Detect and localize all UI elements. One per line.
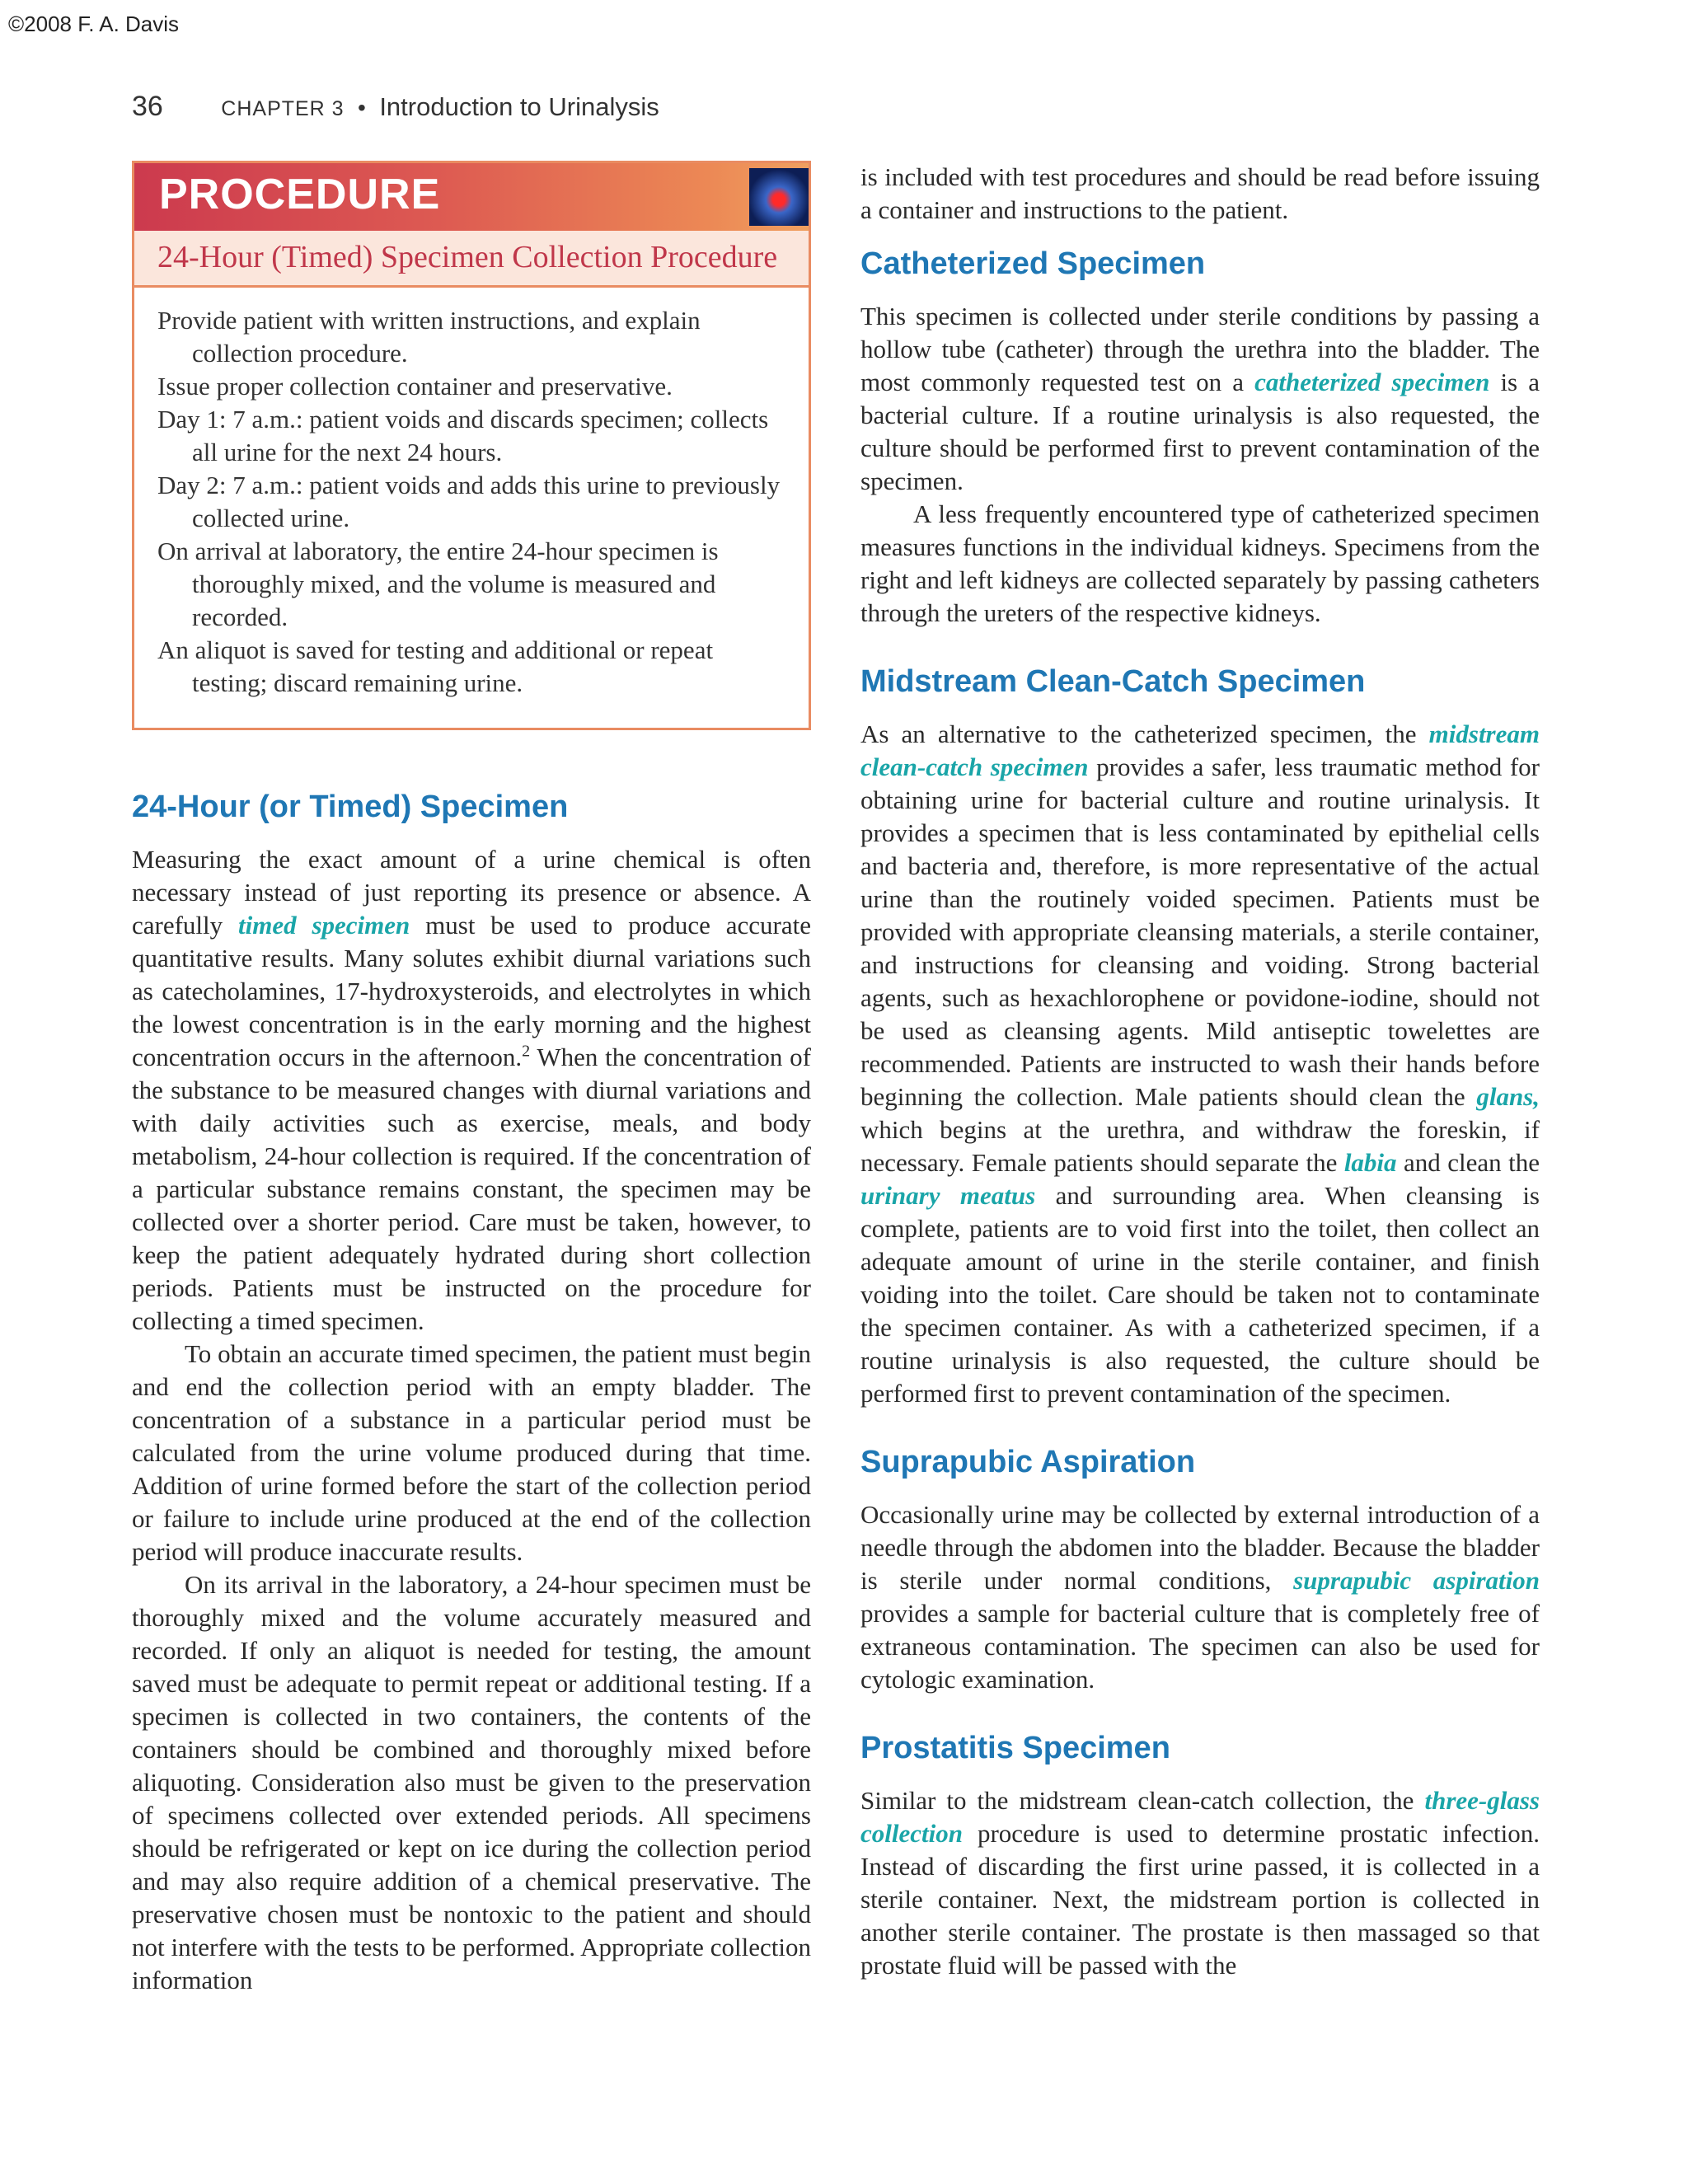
paragraph: Occasionally urine may be collected by external introduction of a needle through the abdomen into the bladder. Because the bladder is sterile under normal conditions, suprapubic aspiration provides a sample for bacterial culture that is completely free of extraneous contamination. The specimen can also be used for cytologic examination. xyxy=(860,1500,1540,1694)
procedure-step: Day 2: 7 a.m.: patient voids and adds this urine to previously collected urine. xyxy=(157,471,781,532)
header-bullet: • xyxy=(358,95,366,120)
paragraph: This specimen is collected under sterile conditions by passing a hollow tube (catheter) through the urethra into the bladder. The most commonly requested test on a catheterized specimen is a bacterial culture. If a routine urinalysis is also requested, the culture should be performed first to prevent contamination of the specimen. xyxy=(860,302,1540,495)
paragraph: Similar to the midstream clean-catch collection, the three-glass collection procedure is used to determine prostatic infection. Instead of discarding the first urine passed, it is collected in a sterile container. Next, the midstream portion is collected in another sterile container. The prostate is then massaged so that prostate fluid will be passed with the xyxy=(860,1786,1540,1980)
procedure-step: An aliquot is saved for testing and additional or repeat testing; discard remaining urine. xyxy=(157,635,714,697)
paragraph-continuation: is included with test procedures and should be read before issuing a container and instructions to the patient. xyxy=(860,162,1540,224)
keyword-labia: labia xyxy=(1343,1148,1397,1177)
keyword-timed-specimen: timed specimen xyxy=(238,911,410,940)
keyword-catheterized-specimen: catheterized specimen xyxy=(1254,368,1490,396)
paragraph: To obtain an accurate timed specimen, the patient must begin and end the collection period with an empty bladder. The concentration of a substance in a particular period must be calculated from the urine volume produced during that time. Addition of urine formed before the start of the collection period or failure to include urine produced at the end of the collection period will produce inaccurate results. xyxy=(132,1339,811,1566)
keyword-three-glass-collection: three-glass collection xyxy=(860,1786,1540,1848)
paragraph: On its arrival in the laboratory, a 24-hour specimen must be thoroughly mixed and the volume accurately measured and recorded. If only an aliquot is needed for testing, the amount saved must be adequate to permit repeat or additional testing. If a specimen is collected in two containers, the contents of the containers should be combined and thoroughly mixed before aliquoting. Consideration also must be given to the preservation of specimens collected over extended periods. All specimens should be refrigerated or kept on ice during the collection period and may also require addition of a chemical preservative. The preservative chosen must be nontoxic to the patient and should not interfere with the tests to be performed. Appropriate collection information xyxy=(132,1570,811,1994)
copyright-notice: ©2008 F. A. Davis xyxy=(8,12,180,36)
keyword-glans: glans, xyxy=(1476,1082,1540,1111)
section-heading-timed-specimen: 24-Hour (or Timed) Specimen xyxy=(132,790,569,824)
paragraph: Measuring the exact amount of a urine chemical is often necessary instead of just reporting its presence or absence. A carefully timed specimen must be used to produce accurate quantitative results. Many solutes exhibit diurnal variations such as catecholamines, 17-hydroxysteroids, and electrolytes in which the lowest concentration is in the early morning and the highest concentration occurs in the afternoon.$^2$ When the concentration of the substance to be measured changes with diurnal variations and with daily activities such as exercise, meals, and body metabolism, 24-hour collection is required. If the concentration of a particular substance remains constant, the specimen may be collected over a shorter period. Care must be taken, however, to keep the patient adequately hydrated during short collection periods. Patients must be instructed on the procedure for collecting a timed specimen. xyxy=(132,845,811,1335)
procedure-label: PROCEDURE xyxy=(159,171,441,218)
procedure-title: 24-Hour (Timed) Specimen Collection Procedure xyxy=(134,231,809,288)
procedure-step: On arrival at laboratory, the entire 24-hour specimen is thoroughly mixed, and the volume is measured and recorded. xyxy=(157,537,719,631)
paragraph: A less frequently encountered type of catheterized specimen measures functions in the individual kidneys. Specimens from the right and left kidneys are collected separately by passing catheters through the ureters of the respective kidneys. xyxy=(860,499,1540,627)
reference-marker: 2 xyxy=(522,1042,531,1061)
section-heading-suprapubic: Suprapubic Aspiration xyxy=(860,1445,1196,1479)
paragraph: As an alternative to the catheterized specimen, the midstream clean-catch specimen provides a safer, less traumatic method for obtaining urine for bacterial culture and routine urinalysis. It provides a specimen that is less contaminated by epithelial cells and bacteria and, therefore, is more representative of the actual urine than the routinely voided specimen. Patients must be provided with appropriate cleansing materials, a sterile container, and instructions for cleansing and voiding. Strong bacterial agents, such as hexachlorophene or povidone-iodine, should not be used as cleansing agents. Mild antiseptic towelettes are recommended. Patients are instructed to wash their hands before beginning the collection. Male patients should clean the glans, which begins at the urethra, and withdraw the foreskin, if necessary. Female patients should separate the labia and clean the urinary meatus and surrounding area. When cleansing is complete, patients are to void first into the toilet, then collect an adequate amount of urine in the sterile container, and finish voiding into the toilet. Care should be taken not to contaminate the specimen container. As with a catheterized specimen, if a routine urinalysis is also requested, the culture should be performed first to prevent contamination of the specimen. xyxy=(860,719,1540,1408)
right-column xyxy=(860,161,1540,1982)
running-header xyxy=(132,91,659,123)
chapter-title: Introduction to Urinalysis xyxy=(379,92,659,121)
left-column xyxy=(132,161,811,1997)
keyword-midstream-clean-catch: midstream clean-catch specimen xyxy=(860,719,1540,781)
section-heading-catheterized: Catheterized Specimen xyxy=(860,246,1206,281)
section-heading-prostatitis: Prostatitis Specimen xyxy=(860,1731,1170,1765)
procedure-thumbnail-image xyxy=(749,168,809,226)
page-number: 36 xyxy=(132,91,163,122)
keyword-suprapubic-aspiration: suprapubic aspiration xyxy=(1293,1566,1540,1595)
chapter-label: CHAPTER 3 xyxy=(221,97,345,120)
procedure-box xyxy=(132,161,811,730)
procedure-step: Day 1: 7 a.m.: patient voids and discards specimen; collects all urine for the next 24 hours. xyxy=(157,405,769,466)
keyword-urinary-meatus: urinary meatus xyxy=(860,1181,1036,1210)
procedure-steps xyxy=(134,288,809,728)
procedure-banner xyxy=(134,163,809,231)
section-heading-midstream: Midstream Clean-Catch Specimen xyxy=(860,664,1366,699)
procedure-step: Provide patient with written instructions, and explain collection procedure. xyxy=(157,306,701,368)
procedure-step: Issue proper collection container and preservative. xyxy=(157,372,673,401)
